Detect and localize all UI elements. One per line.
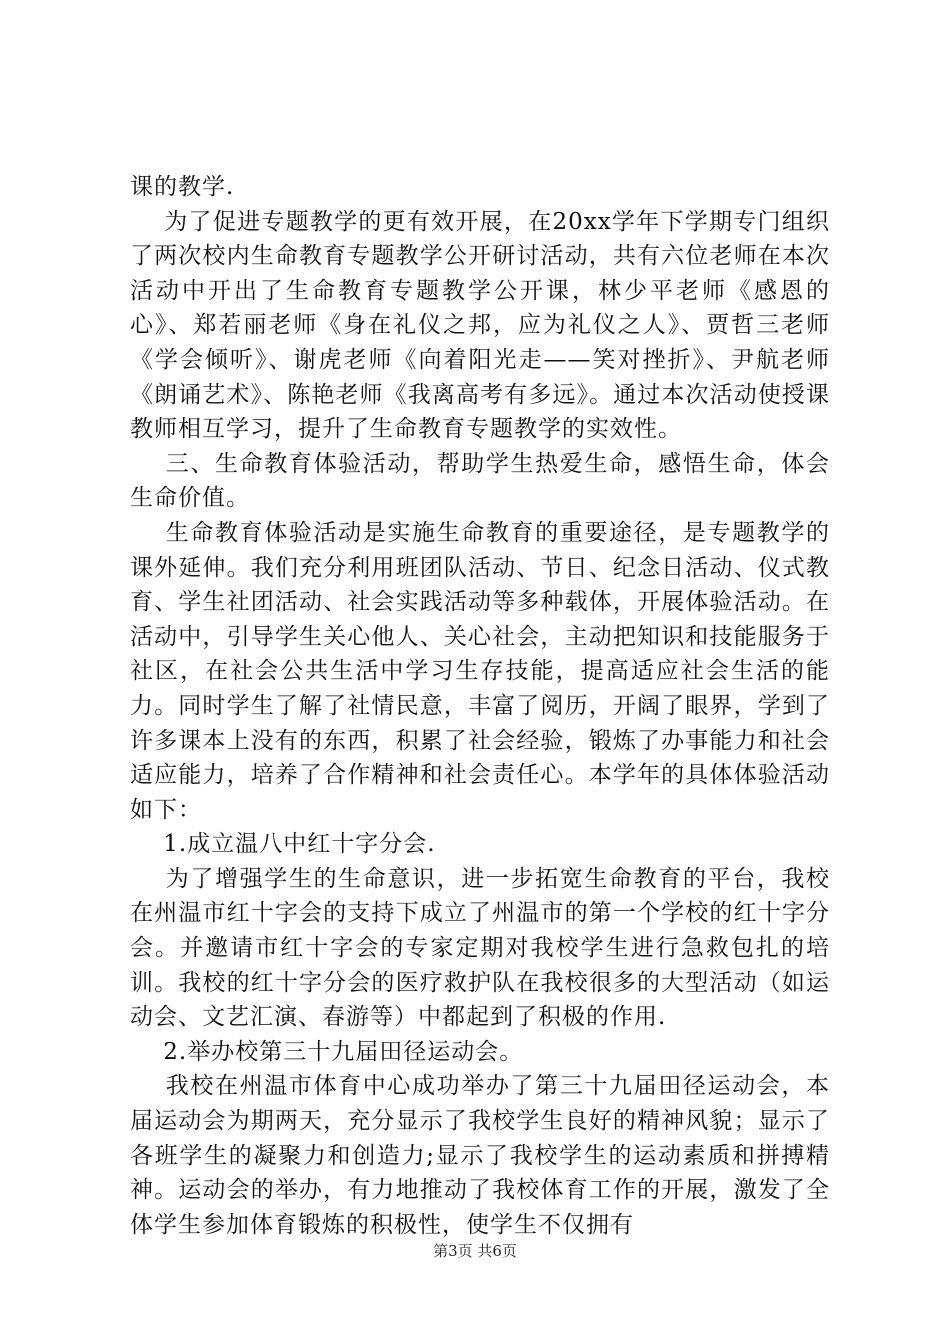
paragraph-2: 为了促进专题教学的更有效开展，在20xx学年下学期专门组织了两次校内生命教育专题教学公开研讨活动，共有六位老师在本次活动中开出了生命教育专题教学公开课，林少平老师《感恩的心》、郑若丽老师《身在礼仪之邦，应为礼仪之人》、贾哲三老师《学会倾听》、谢虎老师《向着阳光走——笑对挫折》、尹航老师《朗诵艺术》、陈艳老师《我离高考有多远》。通过本次活动使授课教师相互学习，提升了生命教育专题教学的实效性。 — [130, 208, 830, 443]
paragraph-4: 生命教育体验活动是实施生命教育的重要途径，是专题教学的课外延伸。我们充分利用班团队活动、节日、纪念日活动、仪式教育、学生社团活动、社会实践活动等多种载体，开展体验活动。在活动中，引导学生关心他人、关心社会，主动把知识和技能服务于社区，在社会公共生活中学习生存技能，提高适应社会生活的能力。同时学生了解了社情民意，丰富了阅历，开阔了眼界，学到了许多课本上没有的东西，积累了社会经验，锻炼了办事能力和社会适应能力，培养了合作精神和社会责任心。本学年的具体体验活动如下： — [130, 519, 830, 823]
list-item-1-heading: 1.成立温八中红十字分会. — [130, 831, 436, 858]
page-footer: 第3页 共6页 — [433, 1242, 517, 1260]
paragraph-1: 课的教学. — [130, 174, 235, 200]
document-body — [130, 170, 830, 1242]
paragraph-6: 为了增强学生的生命意识，进一步拓宽生命教育的平台，我校在州温市红十字会的支持下成立了州温市的第一个学校的红十字分会。并邀请市红十字会的专家定期对我校学生进行急救包扎的培训。我校的红十字分会的医疗救护队在我校很多的大型活动（如运动会、文艺汇演、春游等）中都起到了积极的作用. — [130, 865, 830, 1031]
paragraph-8: 我校在州温市体育中心成功举办了第三十九届田径运动会，本届运动会为期两天，充分显示了我校学生良好的精神风貌；显示了各班学生的凝聚力和创造力;显示了我校学生的运动素质和拼搏精神。运动会的举办，有力地推动了我校体育工作的开展，激发了全体学生参加体育锻炼的积极性，使学生不仅拥有 — [130, 1073, 830, 1238]
section-heading-3: 三、生命教育体验活动，帮助学生热爱生命，感悟生命，体会生命价值。 — [130, 450, 830, 512]
list-item-2-heading: 2.举办校第三十九届田径运动会。 — [130, 1038, 524, 1065]
